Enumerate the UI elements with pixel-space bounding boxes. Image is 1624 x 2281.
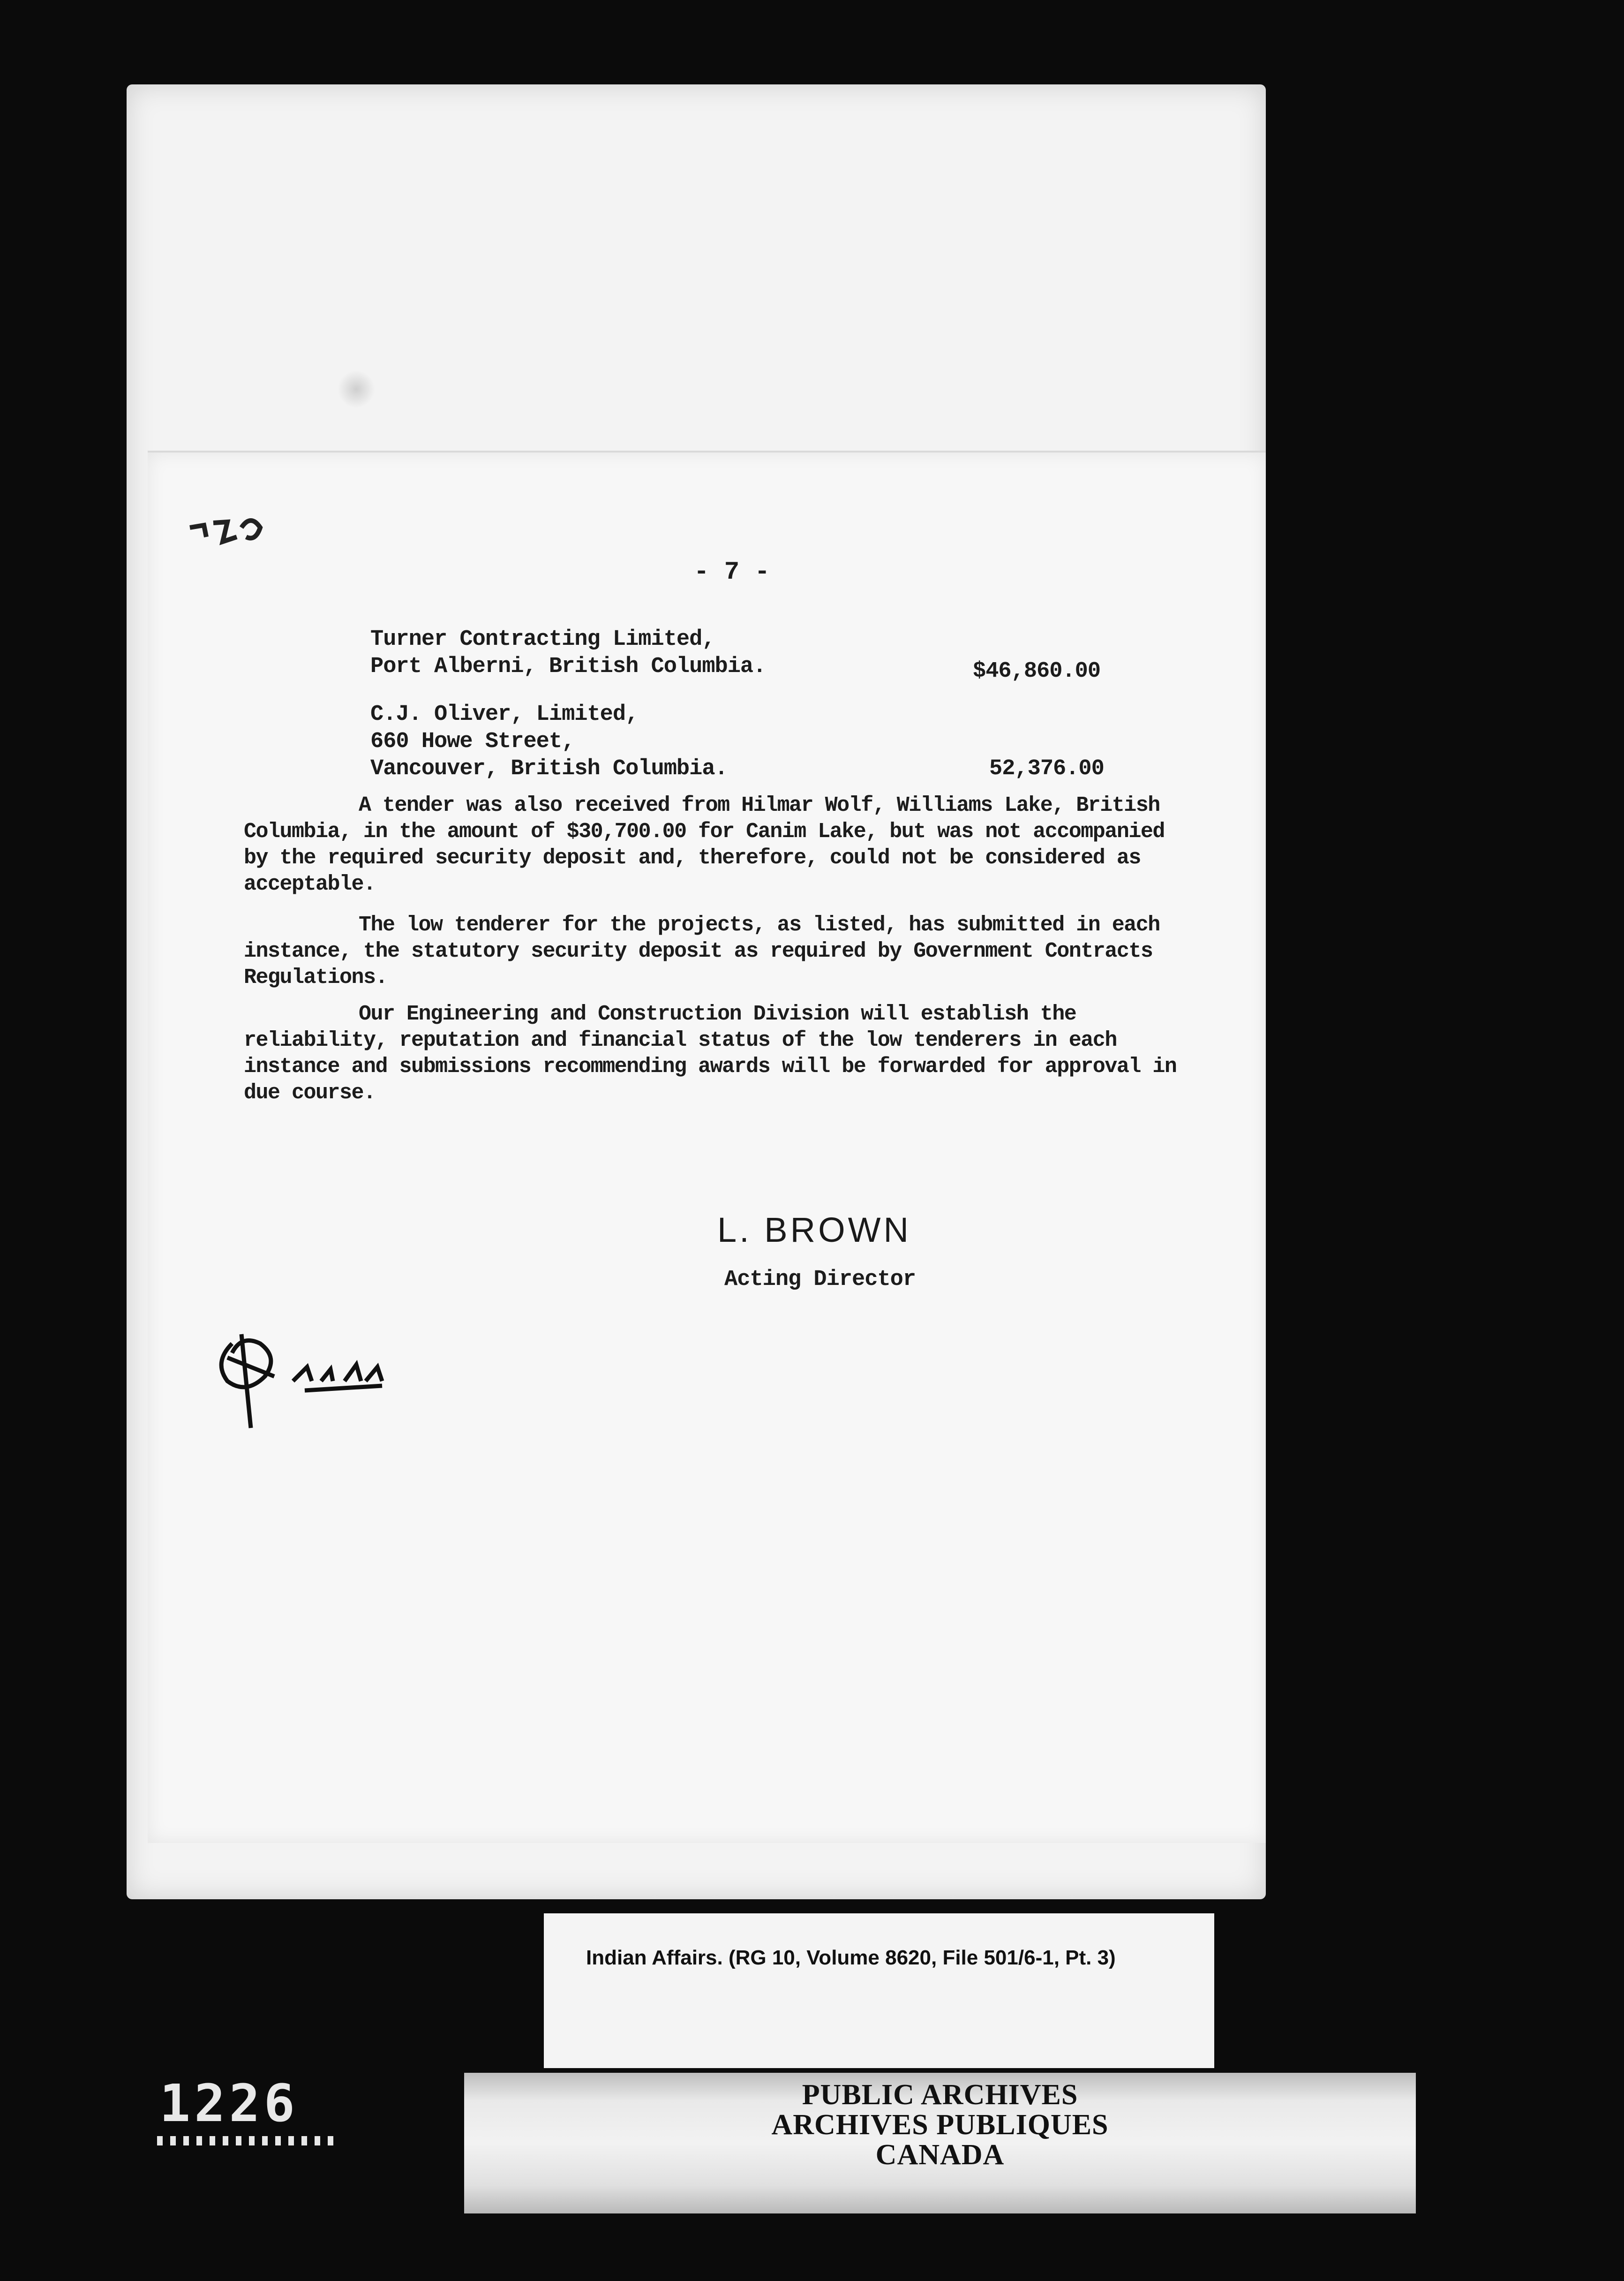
- signature-name: L. BROWN: [717, 1210, 911, 1249]
- letter-page: [148, 453, 1266, 1843]
- archive-stamp-band: [464, 2073, 1416, 2213]
- paragraph-security-deposit: The low tenderer for the projects, as listed, has submitted in each instance, the statutory security deposit as required by Government Contracts Regulations.: [244, 913, 1160, 989]
- tender-2-amount: 52,376.00: [989, 756, 1104, 781]
- tender-1-amount: $46,860.00: [973, 659, 1101, 684]
- tender-2-city: Vancouver, British Columbia.: [370, 756, 728, 781]
- tender-1-name: Turner Contracting Limited,: [370, 627, 715, 652]
- archive-reference-label: [544, 1913, 1214, 2068]
- archive-line-1: PUBLIC ARCHIVES: [802, 2079, 1078, 2111]
- tender-2-name: C.J. Oliver, Limited,: [370, 702, 639, 727]
- archive-reference: Indian Affairs. (RG 10, Volume 8620, File 501/6-1, Pt. 3): [586, 1946, 1116, 1969]
- signature-title: Acting Director: [724, 1267, 916, 1292]
- page-number: - 7 -: [694, 558, 770, 587]
- paper-stain: [338, 370, 375, 408]
- frame-number: 1226: [159, 2073, 299, 2133]
- handwritten-initials: [204, 1315, 466, 1437]
- archive-line-3: CANADA: [875, 2139, 1005, 2171]
- paragraph-engineering-division: Our Engineering and Construction Division will establish the reliability, reputation and financial status of the low tenderers in each instance and submissions recommending awards will be forwarded for approval in due course.: [244, 1002, 1177, 1105]
- archive-line-2: ARCHIVES PUBLIQUES: [771, 2109, 1109, 2141]
- paragraph-rejected-tender: A tender was also received from Hilmar Wolf, Williams Lake, British Columbia, in the amount of $30,700.00 for Canim Lake, but was not accompanied by the required security deposit and, therefore, could not be considered as acceptable.: [244, 793, 1165, 896]
- tender-1-address: Port Alberni, British Columbia.: [370, 654, 766, 679]
- ink-smudge-mark: [185, 509, 279, 551]
- tender-2-street: 660 Howe Street,: [370, 729, 575, 754]
- film-sprocket-marks: [157, 2136, 335, 2145]
